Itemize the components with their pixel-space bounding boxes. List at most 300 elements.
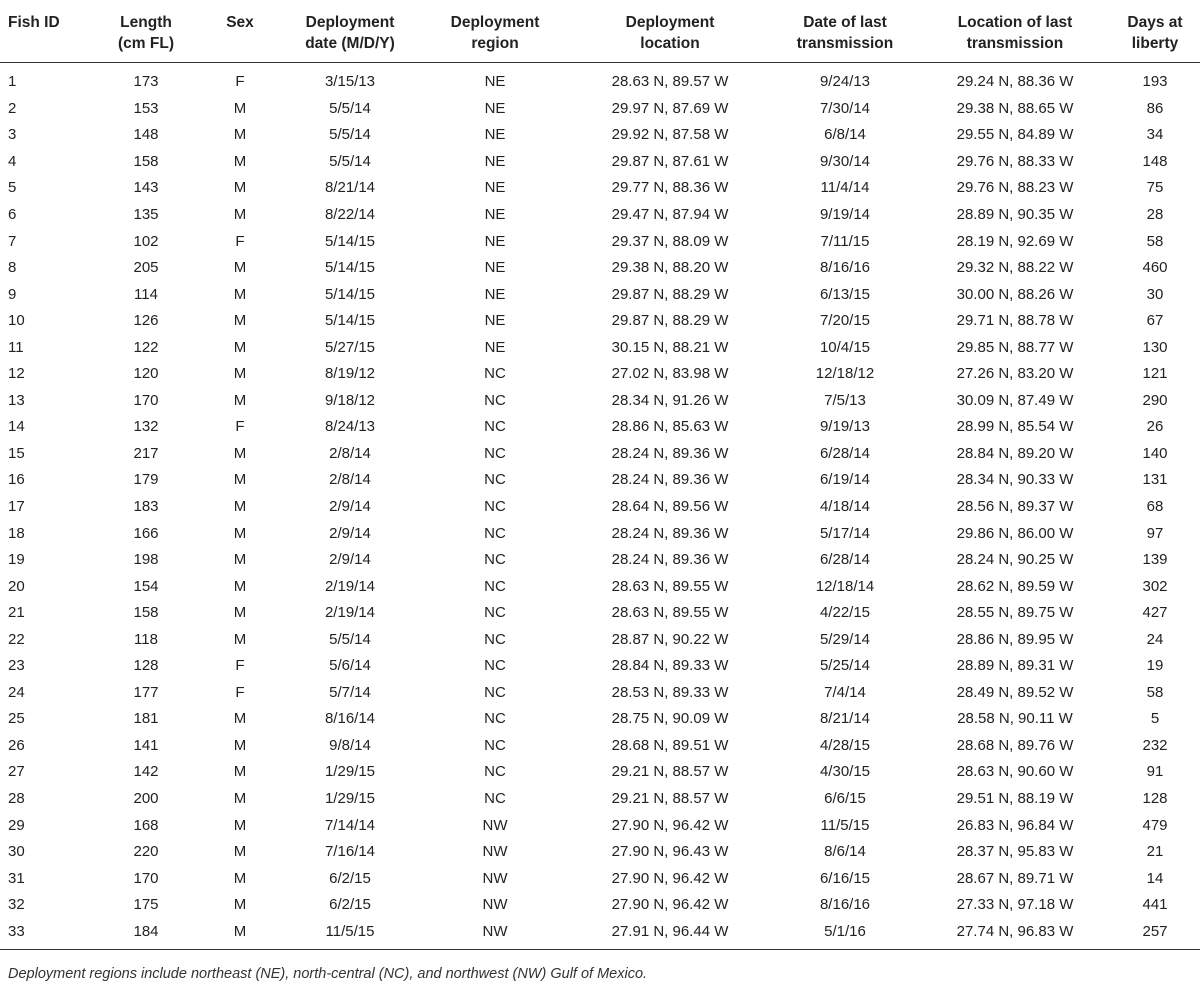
cell-deployment-location: 28.53 N, 89.33 W — [611, 683, 729, 701]
cell-deployment-date: 2/9/14 — [329, 524, 371, 542]
cell-sex: M — [233, 736, 247, 754]
cell-deployment-region: NC — [484, 444, 506, 462]
header-label: Deployment — [450, 14, 540, 31]
cell-deployment-location: 28.64 N, 89.56 W — [611, 498, 729, 516]
table-row — [0, 494, 1200, 521]
cell-sex: M — [233, 285, 247, 303]
cell-fish-id: 24 — [8, 683, 25, 701]
cell-days-at-liberty: 148 — [1142, 152, 1168, 170]
cell-length: 175 — [133, 896, 159, 914]
cell-deployment-date: 11/5/15 — [280, 919, 420, 950]
cell-deployment-date: 1/29/15 — [324, 790, 376, 808]
cell-last-transmission-location: 28.67 N, 89.71 W — [956, 869, 1074, 887]
cell-deployment-location: 27.90 N, 96.42 W — [611, 896, 729, 914]
cell-fish-id: 10 — [8, 312, 25, 330]
table-row — [0, 414, 1200, 441]
cell-deployment-region: NE — [484, 152, 506, 170]
cell-fish-id: 23 — [8, 657, 25, 675]
cell-days-at-liberty: 67 — [1146, 312, 1164, 330]
table-row — [0, 281, 1200, 308]
cell-deployment-date: 5/6/14 — [329, 657, 371, 675]
cell-deployment-location: 27.91 N, 96.44 W — [570, 919, 770, 950]
cell-last-transmission-date: 12/18/14 — [815, 577, 875, 595]
header-label: liberty — [1131, 35, 1179, 52]
cell-last-transmission-location: 27.33 N, 97.18 W — [956, 896, 1074, 914]
cell-last-transmission-date: 5/25/14 — [819, 657, 871, 675]
cell-deployment-date: 2/9/14 — [329, 498, 371, 516]
cell-deployment-region: NC — [484, 577, 506, 595]
cell-deployment-region: NC — [484, 630, 506, 648]
cell-deployment-date: 8/22/14 — [324, 206, 376, 223]
table-row — [0, 122, 1200, 149]
header-label: date (M/D/Y) — [305, 35, 395, 52]
cell-deployment-date: 5/7/14 — [329, 683, 371, 701]
col-days-at-liberty — [1110, 0, 1200, 63]
cell-fish-id: 30 — [8, 843, 25, 861]
cell-days-at-liberty: 5 — [1150, 710, 1160, 728]
cell-last-transmission-date: 12/18/12 — [815, 365, 875, 383]
cell-days-at-liberty: 86 — [1146, 99, 1164, 117]
col-length — [92, 0, 200, 63]
table-row — [0, 786, 1200, 813]
header-label: Sex — [226, 14, 254, 31]
table-row — [0, 547, 1200, 574]
cell-fish-id: 12 — [8, 365, 25, 383]
cell-sex: M — [233, 179, 247, 197]
col-fish-id — [0, 0, 92, 63]
cell-last-transmission-location: 28.99 N, 85.54 W — [956, 418, 1074, 436]
cell-sex: M — [233, 126, 247, 144]
cell-deployment-location: 28.68 N, 89.51 W — [611, 736, 729, 754]
table-row — [0, 441, 1200, 468]
cell-length: 142 — [133, 763, 159, 781]
cell-length: 153 — [133, 99, 159, 117]
cell-last-transmission-location: 28.84 N, 89.20 W — [956, 444, 1074, 462]
cell-last-transmission-date: 8/16/16 — [819, 259, 871, 277]
cell-fish-id: 6 — [8, 206, 17, 223]
cell-length: 114 — [134, 285, 158, 303]
cell-length: 173 — [133, 73, 159, 91]
cell-last-transmission-date: 4/18/14 — [819, 498, 871, 516]
cell-last-transmission-location: 28.55 N, 89.75 W — [956, 604, 1074, 622]
cell-deployment-location: 29.47 N, 87.94 W — [611, 206, 729, 223]
cell-deployment-region: NC — [484, 604, 506, 622]
cell-sex: F — [235, 683, 245, 701]
cell-fish-id: 27 — [8, 763, 25, 781]
cell-days-at-liberty: 460 — [1142, 259, 1168, 277]
cell-deployment-location: 29.38 N, 88.20 W — [611, 259, 729, 277]
cell-deployment-date: 8/21/14 — [324, 179, 376, 197]
cell-last-transmission-location: 28.37 N, 95.83 W — [956, 843, 1074, 861]
cell-length: 200 — [133, 790, 159, 808]
table-row — [0, 812, 1200, 839]
cell-last-transmission-location: 28.24 N, 90.25 W — [956, 551, 1074, 569]
cell-deployment-date: 5/5/14 — [329, 152, 371, 170]
table-row — [0, 63, 1200, 96]
cell-days-at-liberty: 19 — [1146, 657, 1164, 675]
cell-days-at-liberty: 427 — [1142, 604, 1168, 622]
cell-fish-id: 2 — [8, 99, 17, 117]
cell-fish-id: 19 — [8, 551, 25, 569]
cell-days-at-liberty: 479 — [1142, 816, 1168, 834]
table-row — [0, 573, 1200, 600]
cell-fish-id: 14 — [8, 418, 25, 436]
cell-last-transmission-date: 9/24/13 — [819, 73, 871, 91]
cell-fish-id: 7 — [8, 232, 17, 250]
cell-last-transmission-location: 27.26 N, 83.20 W — [956, 365, 1074, 383]
cell-length: 118 — [134, 630, 158, 648]
cell-sex: M — [233, 577, 247, 595]
cell-fish-id: 11 — [8, 338, 24, 356]
cell-deployment-location: 29.37 N, 88.09 W — [611, 232, 729, 250]
cell-fish-id: 20 — [8, 577, 25, 595]
cell-deployment-region: NC — [484, 471, 506, 489]
table-row — [0, 919, 1200, 950]
cell-deployment-date: 5/5/14 — [329, 630, 371, 648]
cell-last-transmission-location: 28.89 N, 89.31 W — [956, 657, 1074, 675]
table-row — [0, 865, 1200, 892]
cell-length: 120 — [133, 365, 159, 383]
table-row — [0, 228, 1200, 255]
table-row — [0, 388, 1200, 415]
cell-deployment-region: NC — [484, 710, 506, 728]
cell-last-transmission-date: 4/22/15 — [819, 604, 871, 622]
cell-last-transmission-date: 5/1/16 — [770, 919, 920, 950]
cell-days-at-liberty: 128 — [1142, 790, 1168, 808]
cell-length: 102 — [133, 232, 159, 250]
table-row — [0, 733, 1200, 760]
col-last-date — [770, 0, 920, 63]
cell-fish-id: 8 — [8, 259, 17, 277]
cell-sex: M — [200, 919, 280, 950]
cell-deployment-location: 29.77 N, 88.36 W — [611, 179, 729, 197]
cell-days-at-liberty: 68 — [1146, 498, 1164, 516]
cell-deployment-region: NW — [482, 816, 508, 834]
cell-deployment-date: 8/19/12 — [324, 365, 376, 383]
cell-days-at-liberty: 131 — [1142, 471, 1168, 489]
cell-days-at-liberty: 140 — [1142, 444, 1168, 462]
cell-fish-id: 25 — [8, 710, 25, 728]
cell-length: 217 — [133, 444, 159, 462]
cell-deployment-location: 28.24 N, 89.36 W — [611, 551, 729, 569]
cell-sex: M — [233, 206, 247, 223]
cell-deployment-region: NW — [482, 869, 508, 887]
cell-deployment-location: 27.02 N, 83.98 W — [611, 365, 729, 383]
cell-fish-id: 31 — [8, 869, 25, 887]
cell-days-at-liberty: 21 — [1146, 843, 1164, 861]
cell-length: 122 — [133, 338, 159, 356]
cell-deployment-location: 28.34 N, 91.26 W — [611, 391, 729, 409]
table-row — [0, 255, 1200, 282]
cell-days-at-liberty: 34 — [1146, 126, 1164, 144]
cell-sex: M — [233, 524, 247, 542]
cell-deployment-location: 27.90 N, 96.42 W — [611, 869, 729, 887]
cell-days-at-liberty: 58 — [1146, 683, 1164, 701]
cell-deployment-date: 6/2/15 — [329, 869, 371, 887]
cell-days-at-liberty: 58 — [1146, 232, 1164, 250]
cell-deployment-location: 28.63 N, 89.57 W — [611, 73, 729, 91]
cell-deployment-region: NE — [484, 312, 506, 330]
cell-last-transmission-location: 28.62 N, 89.59 W — [956, 577, 1074, 595]
cell-last-transmission-date: 4/28/15 — [819, 736, 871, 754]
cell-length: 126 — [133, 312, 159, 330]
cell-last-transmission-date: 7/4/14 — [824, 683, 866, 701]
cell-last-transmission-date: 6/8/14 — [824, 126, 866, 144]
cell-last-transmission-date: 6/28/14 — [819, 551, 871, 569]
cell-last-transmission-location: 28.86 N, 89.95 W — [956, 630, 1074, 648]
cell-deployment-date: 8/16/14 — [324, 710, 376, 728]
cell-deployment-region: NE — [484, 338, 506, 356]
cell-last-transmission-location: 29.32 N, 88.22 W — [956, 259, 1074, 277]
col-deployment-region — [420, 0, 570, 63]
cell-deployment-location: 29.21 N, 88.57 W — [611, 763, 729, 781]
cell-deployment-location: 28.24 N, 89.36 W — [611, 444, 729, 462]
cell-last-transmission-location: 29.86 N, 86.00 W — [956, 524, 1074, 542]
cell-length: 181 — [133, 710, 159, 728]
cell-deployment-location: 29.97 N, 87.69 W — [611, 99, 729, 117]
cell-deployment-region: NE — [484, 259, 506, 277]
cell-deployment-location: 29.87 N, 88.29 W — [611, 285, 729, 303]
cell-deployment-location: 30.15 N, 88.21 W — [611, 338, 729, 356]
cell-deployment-region: NE — [484, 285, 506, 303]
cell-deployment-region: NE — [484, 179, 506, 197]
cell-last-transmission-date: 5/17/14 — [819, 524, 871, 542]
cell-deployment-location: 28.24 N, 89.36 W — [611, 471, 729, 489]
header-label: transmission — [966, 35, 1064, 52]
cell-last-transmission-location: 28.89 N, 90.35 W — [956, 206, 1074, 223]
table-row — [0, 149, 1200, 176]
cell-length: 198 — [133, 551, 159, 569]
cell-length: 220 — [133, 843, 159, 861]
table-row — [0, 706, 1200, 733]
cell-length: 177 — [133, 683, 159, 701]
cell-last-transmission-location: 28.19 N, 92.69 W — [956, 232, 1074, 250]
cell-deployment-date: 9/18/12 — [324, 391, 376, 409]
cell-fish-id: 17 — [8, 498, 25, 516]
cell-deployment-region: NE — [484, 73, 506, 91]
cell-deployment-date: 2/8/14 — [329, 471, 371, 489]
cell-last-transmission-date: 8/21/14 — [819, 710, 871, 728]
cell-deployment-date: 5/14/15 — [324, 312, 376, 330]
header-label: Location of last — [957, 14, 1073, 31]
cell-last-transmission-date: 9/19/14 — [819, 206, 871, 223]
cell-deployment-location: 28.86 N, 85.63 W — [611, 418, 729, 436]
cell-last-transmission-location: 28.49 N, 89.52 W — [956, 683, 1074, 701]
cell-sex: F — [235, 657, 245, 675]
cell-length: 205 — [133, 259, 159, 277]
cell-deployment-region: NE — [484, 99, 506, 117]
cell-deployment-region: NC — [484, 418, 506, 436]
cell-sex: F — [235, 418, 245, 436]
cell-deployment-region: NE — [484, 126, 506, 144]
cell-last-transmission-date: 10/4/15 — [819, 338, 871, 356]
cell-last-transmission-location: 28.34 N, 90.33 W — [956, 471, 1074, 489]
cell-deployment-region: NC — [484, 736, 506, 754]
cell-length: 179 — [133, 471, 159, 489]
cell-days-at-liberty: 130 — [1142, 338, 1168, 356]
cell-last-transmission-location: 29.24 N, 88.36 W — [956, 73, 1074, 91]
cell-deployment-region: NC — [484, 498, 506, 516]
cell-fish-id: 13 — [8, 391, 25, 409]
table-row — [0, 653, 1200, 680]
cell-last-transmission-date: 5/29/14 — [819, 630, 871, 648]
cell-last-transmission-location: 26.83 N, 96.84 W — [956, 816, 1074, 834]
cell-sex: M — [233, 99, 247, 117]
cell-deployment-date: 8/24/13 — [324, 418, 376, 436]
cell-deployment-date: 2/8/14 — [329, 444, 371, 462]
cell-sex: M — [233, 498, 247, 516]
cell-last-transmission-location: 29.71 N, 88.78 W — [956, 312, 1074, 330]
cell-deployment-date: 5/5/14 — [329, 99, 371, 117]
table-row — [0, 96, 1200, 123]
cell-days-at-liberty: 26 — [1146, 418, 1164, 436]
cell-length: 170 — [133, 869, 159, 887]
cell-deployment-region: NC — [484, 657, 506, 675]
cell-deployment-region: NW — [482, 896, 508, 914]
cell-last-transmission-location: 28.68 N, 89.76 W — [956, 736, 1074, 754]
header-label: location — [640, 35, 700, 52]
cell-fish-id: 1 — [8, 73, 17, 91]
cell-last-transmission-date: 9/30/14 — [819, 152, 871, 170]
cell-days-at-liberty: 193 — [1142, 73, 1168, 91]
cell-deployment-date: 2/9/14 — [329, 551, 371, 569]
table-row — [0, 467, 1200, 494]
cell-last-transmission-date: 6/13/15 — [819, 285, 871, 303]
cell-deployment-location: 27.90 N, 96.42 W — [611, 816, 729, 834]
cell-deployment-location: 29.87 N, 87.61 W — [611, 152, 729, 170]
cell-last-transmission-location: 28.56 N, 89.37 W — [956, 498, 1074, 516]
cell-days-at-liberty: 91 — [1146, 763, 1164, 781]
cell-fish-id: 5 — [8, 179, 17, 197]
header-label: region — [471, 35, 519, 52]
cell-last-transmission-date: 6/28/14 — [819, 444, 871, 462]
cell-deployment-location: 27.90 N, 96.43 W — [611, 843, 729, 861]
table-row — [0, 759, 1200, 786]
cell-fish-id: 21 — [8, 604, 25, 622]
cell-days-at-liberty: 302 — [1142, 577, 1168, 595]
table-row — [0, 626, 1200, 653]
cell-deployment-region: NC — [484, 790, 506, 808]
cell-last-transmission-date: 6/6/15 — [824, 790, 866, 808]
cell-days-at-liberty: 139 — [1142, 551, 1168, 569]
cell-last-transmission-date: 6/19/14 — [819, 471, 871, 489]
cell-last-transmission-location: 27.74 N, 96.83 W — [920, 919, 1110, 950]
cell-length: 183 — [133, 498, 159, 516]
header-label: Days at — [1127, 14, 1183, 31]
header-label: Length — [120, 14, 172, 31]
cell-sex: M — [233, 551, 247, 569]
cell-length: 154 — [133, 577, 159, 595]
table-row — [0, 361, 1200, 388]
cell-deployment-region: NC — [484, 683, 506, 701]
cell-deployment-location: 29.92 N, 87.58 W — [611, 126, 729, 144]
cell-days-at-liberty: 232 — [1142, 736, 1168, 754]
cell-length: 170 — [133, 391, 159, 409]
cell-deployment-location: 28.63 N, 89.55 W — [611, 577, 729, 595]
cell-length: 158 — [133, 152, 159, 170]
cell-last-transmission-location: 29.55 N, 84.89 W — [956, 126, 1074, 144]
cell-sex: M — [233, 763, 247, 781]
cell-deployment-region: NW — [420, 919, 570, 950]
cell-length: 132 — [133, 418, 159, 436]
cell-last-transmission-location: 29.85 N, 88.77 W — [956, 338, 1074, 356]
cell-deployment-region: NW — [482, 843, 508, 861]
table-row — [0, 892, 1200, 919]
table-row — [0, 600, 1200, 627]
table-row — [0, 839, 1200, 866]
header-label: Deployment — [305, 14, 395, 31]
cell-fish-id: 32 — [8, 896, 25, 914]
table-header — [0, 0, 1200, 63]
cell-deployment-region: NE — [484, 232, 506, 250]
cell-last-transmission-date: 11/5/15 — [820, 816, 870, 834]
cell-last-transmission-date: 11/4/14 — [820, 179, 870, 197]
cell-sex: M — [233, 365, 247, 383]
cell-deployment-location: 28.75 N, 90.09 W — [611, 710, 729, 728]
cell-deployment-region: NC — [484, 391, 506, 409]
cell-last-transmission-location: 29.51 N, 88.19 W — [956, 790, 1074, 808]
cell-deployment-date: 5/5/14 — [329, 126, 371, 144]
col-deployment-date — [280, 0, 420, 63]
cell-sex: M — [233, 604, 247, 622]
cell-sex: M — [233, 444, 247, 462]
cell-last-transmission-location: 29.76 N, 88.23 W — [956, 179, 1074, 197]
header-label: (cm FL) — [118, 35, 174, 52]
header-label: Deployment — [625, 14, 715, 31]
cell-deployment-location: 28.84 N, 89.33 W — [611, 657, 729, 675]
cell-length: 143 — [133, 179, 159, 197]
cell-last-transmission-date: 8/6/14 — [824, 843, 866, 861]
cell-sex: M — [233, 471, 247, 489]
cell-fish-id: 26 — [8, 736, 25, 754]
cell-days-at-liberty: 30 — [1146, 285, 1164, 303]
cell-deployment-location: 29.87 N, 88.29 W — [611, 312, 729, 330]
table-row — [0, 175, 1200, 202]
cell-deployment-date: 7/14/14 — [324, 816, 376, 834]
cell-sex: M — [233, 312, 247, 330]
header-label: Fish ID — [8, 14, 60, 31]
cell-sex: F — [235, 73, 245, 91]
cell-deployment-region: NE — [484, 206, 506, 223]
cell-days-at-liberty: 290 — [1142, 391, 1168, 409]
cell-deployment-location: 28.87 N, 90.22 W — [611, 630, 729, 648]
cell-length: 141 — [133, 736, 159, 754]
cell-sex: M — [233, 790, 247, 808]
cell-last-transmission-date: 9/19/13 — [819, 418, 871, 436]
col-deployment-location — [570, 0, 770, 63]
cell-length: 158 — [133, 604, 159, 622]
cell-fish-id: 18 — [8, 524, 25, 542]
cell-fish-id: 33 — [0, 919, 92, 950]
cell-length: 184 — [92, 919, 200, 950]
cell-last-transmission-date: 7/11/15 — [820, 232, 870, 250]
cell-fish-id: 15 — [8, 444, 25, 462]
cell-length: 148 — [133, 126, 159, 144]
cell-length: 135 — [133, 206, 159, 223]
cell-fish-id: 3 — [8, 126, 17, 144]
table-row — [0, 334, 1200, 361]
cell-last-transmission-date: 7/5/13 — [824, 391, 866, 409]
cell-deployment-date: 1/29/15 — [324, 763, 376, 781]
cell-fish-id: 9 — [8, 285, 17, 303]
cell-last-transmission-date: 7/30/14 — [819, 99, 871, 117]
cell-sex: M — [233, 816, 247, 834]
cell-sex: M — [233, 152, 247, 170]
cell-fish-id: 22 — [8, 630, 25, 648]
cell-days-at-liberty: 24 — [1146, 630, 1164, 648]
cell-last-transmission-location: 30.09 N, 87.49 W — [956, 391, 1074, 409]
cell-deployment-region: NC — [484, 551, 506, 569]
